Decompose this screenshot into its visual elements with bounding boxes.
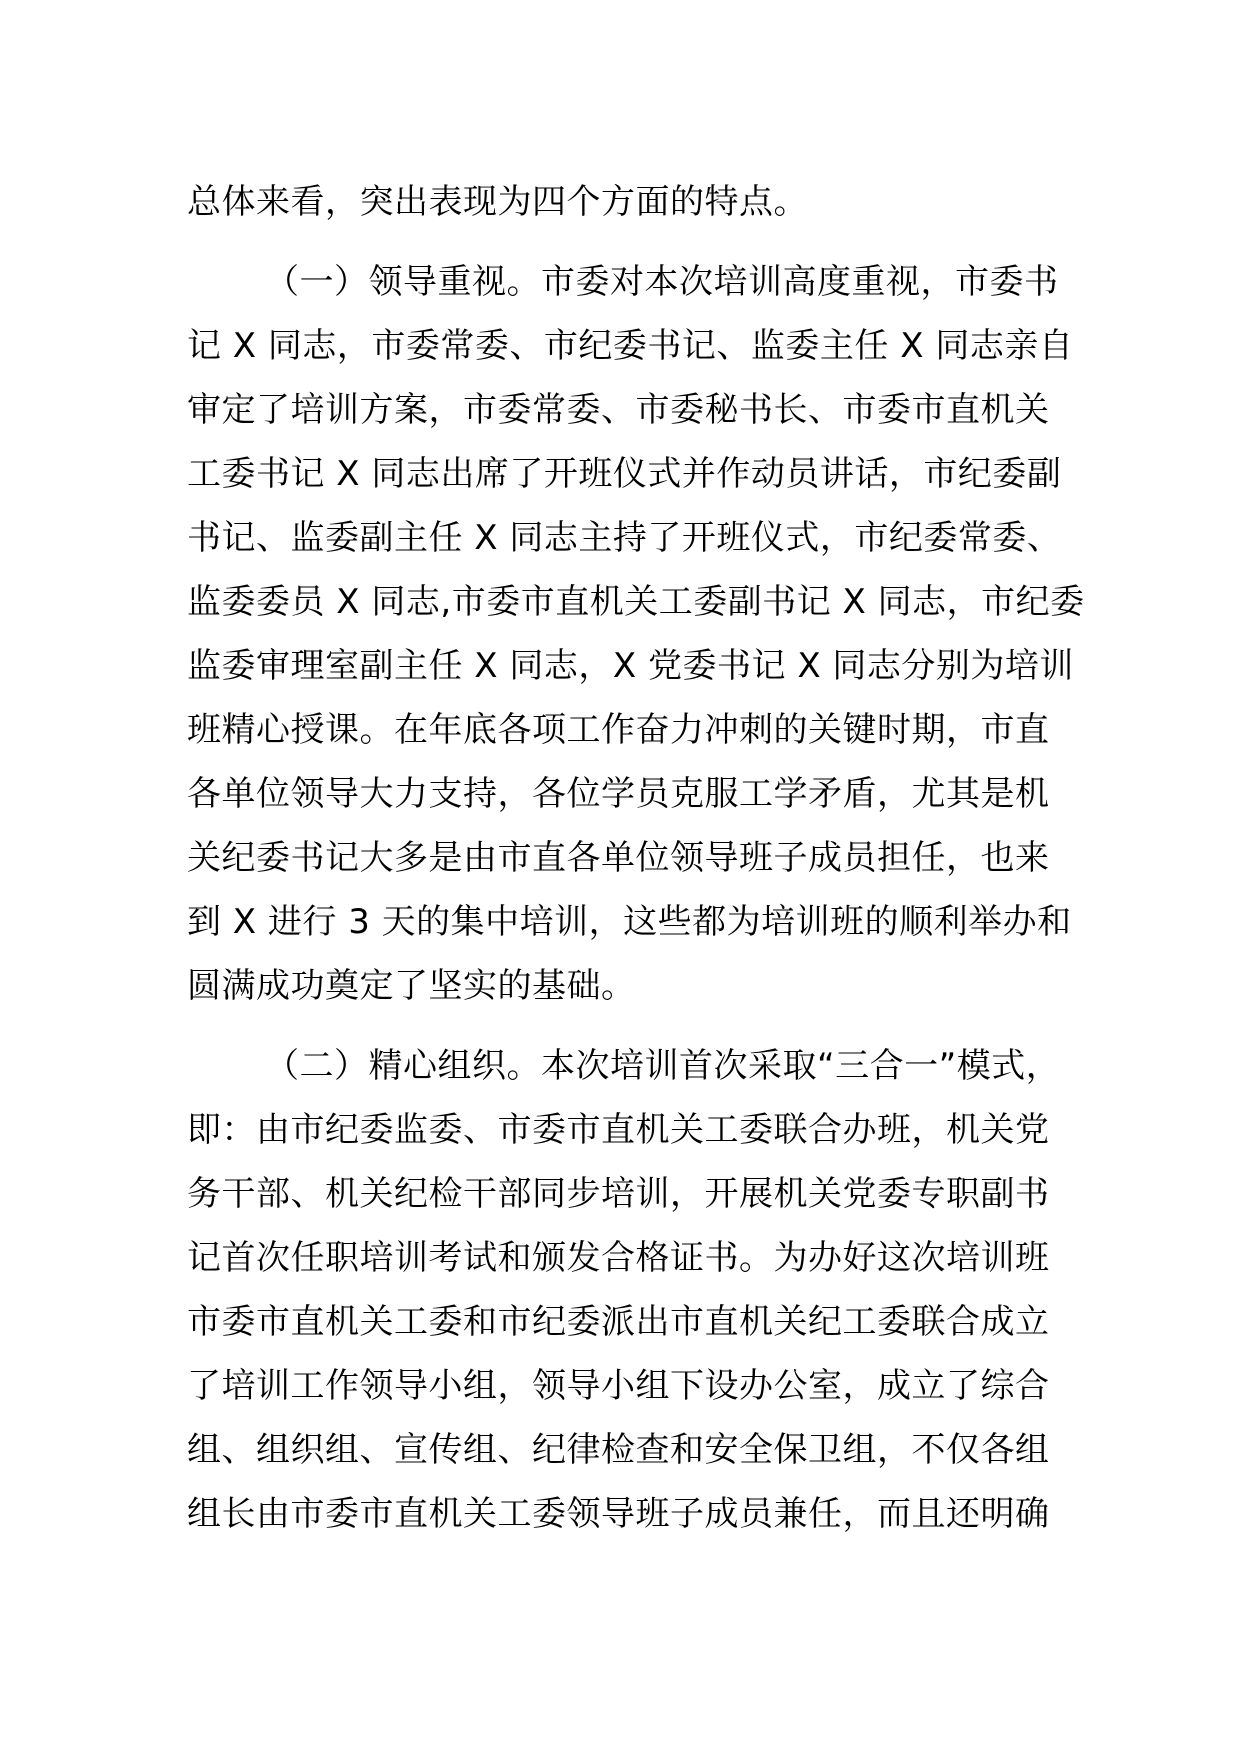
section-1-paragraph <box>187 250 1085 1018</box>
document-body <box>187 170 1085 1546</box>
paragraph-line: （二）精心组织。本次培训首次采取“三合一”模式， <box>265 1046 1061 1086</box>
paragraph-line: 圆满成功奠定了坚实的基础。 <box>187 966 636 1006</box>
paragraph-line: 组、组织组、宣传组、纪律检查和安全保卫组，不仅各组 <box>187 1430 1050 1470</box>
intro-line: 总体来看，突出表现为四个方面的特点。 <box>187 182 808 222</box>
section-2-paragraph <box>187 1034 1067 1546</box>
paragraph-gap <box>187 1018 1067 1034</box>
paragraph-line: 监委委员 X 同志,市委市直机关工委副书记 X 同志，市纪委 <box>187 582 1085 622</box>
paragraph-line: 班精心授课。在年底各项工作奋力冲刺的关键时期，市直 <box>187 710 1050 750</box>
paragraph-line: 书记、监委副主任 X 同志主持了开班仪式，市纪委常委、 <box>187 518 1062 558</box>
paragraph-line: （一）领导重视。市委对本次培训高度重视，市委书 <box>265 262 1059 302</box>
paragraph-line: 务干部、机关纪检干部同步培训，开展机关党委专职副书 <box>187 1174 1050 1214</box>
paragraph-line: 了培训工作领导小组，领导小组下设办公室，成立了综合 <box>187 1366 1050 1406</box>
paragraph-line: 记首次任职培训考试和颁发合格证书。为办好这次培训班 <box>187 1238 1050 1278</box>
paragraph-line: 关纪委书记大多是由市直各单位领导班子成员担任，也来 <box>187 838 1050 878</box>
paragraph-line: 监委审理室副主任 X 同志，X 党委书记 X 同志分别为培训 <box>187 646 1074 686</box>
paragraph-line: 工委书记 X 同志出席了开班仪式并作动员讲话，市纪委副 <box>187 454 1062 494</box>
paragraph-line: 审定了培训方案，市委常委、市委秘书长、市委市直机关 <box>187 390 1050 430</box>
paragraph-line: 各单位领导大力支持，各位学员克服工学矛盾，尤其是机 <box>187 774 1050 814</box>
paragraph-line: 组长由市委市直机关工委领导班子成员兼任，而且还明确 <box>187 1494 1050 1534</box>
paragraph-line: 市委市直机关工委和市纪委派出市直机关纪工委联合成立 <box>187 1302 1050 1342</box>
paragraph-line: 记 X 同志，市委常委、市纪委书记、监委主任 X 同志亲自 <box>187 326 1074 366</box>
paragraph-gap <box>187 234 1067 250</box>
paragraph-line: 到 X 进行 3 天的集中培训，这些都为培训班的顺利举办和 <box>187 902 1072 942</box>
paragraph-line: 即：由市纪委监委、市委市直机关工委联合办班，机关党 <box>187 1110 1050 1150</box>
